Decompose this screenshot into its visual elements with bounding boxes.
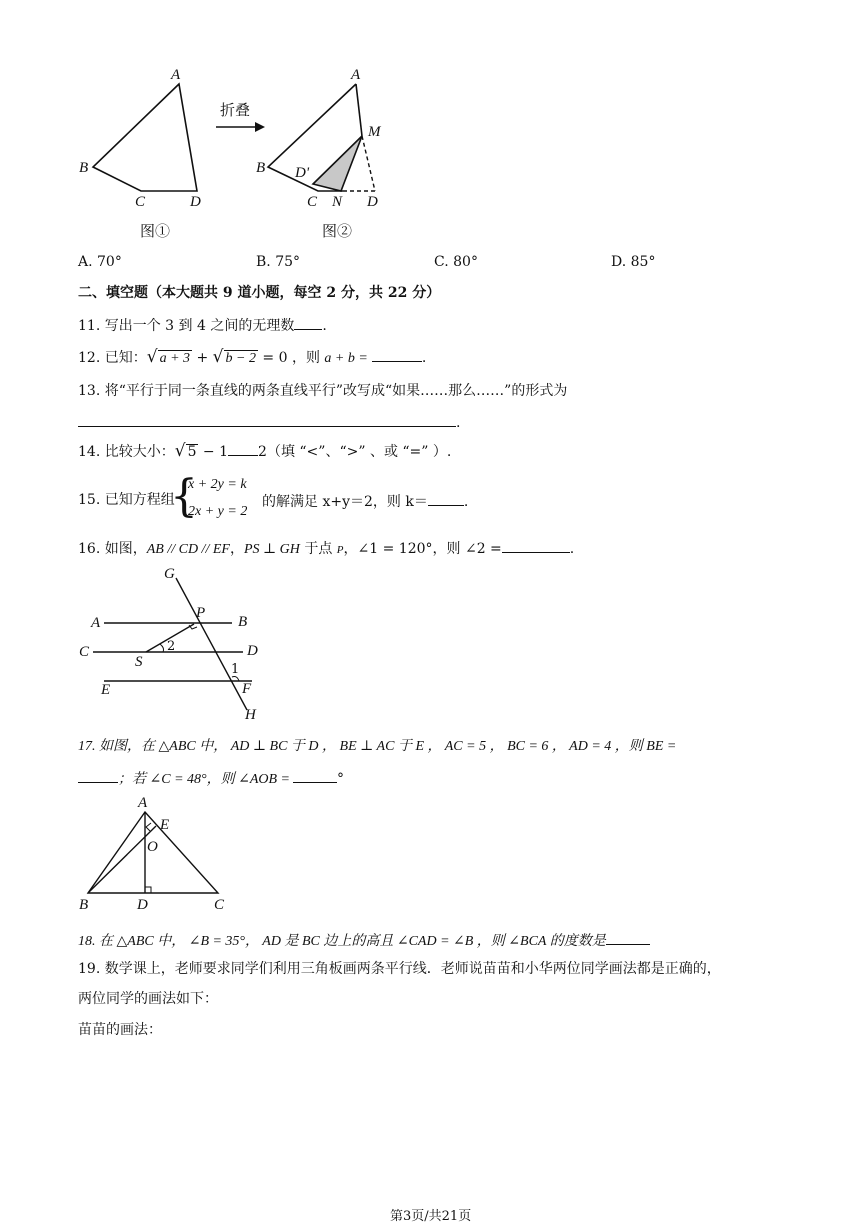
fig16-label-a: A — [91, 615, 101, 631]
fig2-label-a: A — [351, 67, 361, 83]
q15-eq1: x + 2y = k — [188, 477, 247, 492]
fig17-label-d: D — [137, 897, 148, 913]
q14-label: 14. 比较大小： — [78, 444, 175, 460]
question-13: 13. 将“平行于同一条直线的两条直线平行”改写成“如果……那么……”的形式为 — [78, 383, 568, 399]
q14-radicand: 5 — [187, 444, 197, 460]
fig1-caption: 图① — [140, 222, 171, 240]
page-footer: 第3页/共21页 — [390, 1209, 472, 1224]
q16-at: 于点 — [299, 541, 337, 557]
fig2-label-b: B — [256, 160, 266, 176]
option-value: 75° — [275, 254, 301, 270]
q15-label: 15. 已知方程组 — [78, 492, 175, 508]
q14-minus: − 1 — [198, 444, 229, 460]
sqrt-sign: √ — [174, 441, 186, 461]
q12-eq: = 0 ，则 — [257, 350, 325, 366]
fig2-label-m: M — [368, 124, 381, 140]
fig17-label-e: E — [160, 817, 170, 833]
q12-label: 12. 已知： — [78, 350, 147, 366]
fig17-label-c: C — [214, 897, 225, 913]
q17-degree: ° — [337, 771, 345, 787]
section-heading: 二、填空题（本大题共 9 道小题，每空 2 分，共 22 分） — [78, 285, 441, 301]
answer-blank[interactable] — [606, 930, 650, 945]
sqrt-sign: √ — [212, 347, 224, 367]
fig16-label-e: E — [101, 682, 111, 698]
q13-end: . — [456, 415, 461, 431]
fig2-label-c: C — [307, 194, 318, 210]
fig16-label-d: D — [247, 643, 258, 659]
fig16-label-c: C — [79, 644, 90, 660]
q14-tail: （填 “<”、“>” 、或 “=” ）. — [266, 444, 452, 460]
q16-label: 16. 如图， — [78, 541, 147, 557]
q15-tail-text: 的解满足 x+y＝2，则 k＝ — [262, 494, 428, 510]
question-19-line2: 两位同学的画法如下： — [78, 991, 218, 1007]
fig17-label-b: B — [79, 897, 89, 913]
q12-plus: + — [192, 350, 213, 366]
option-value: 80° — [453, 254, 478, 270]
option-value: 70° — [97, 254, 122, 270]
q16-end: . — [569, 541, 575, 557]
q15-eq2: 2x + y = 2 — [188, 504, 248, 519]
q14-two: 2 — [258, 444, 267, 460]
q12-radicand-1: a + 3 — [159, 351, 191, 366]
fig2-label-d-prime: D' — [295, 165, 310, 181]
option-key: A. — [78, 254, 93, 270]
fig2-caption: 图② — [322, 222, 353, 240]
q11-text: 11. 写出一个 3 到 4 之间的无理数 — [78, 318, 295, 334]
q11-end: . — [322, 318, 327, 334]
q12-radicand-2: b − 2 — [225, 351, 256, 366]
fig16-label-s: S — [135, 654, 143, 670]
fig17-label-a: A — [138, 795, 148, 811]
q16-angles: ，∠1 = 120°，则 ∠2 = — [343, 541, 502, 557]
q12-end: . — [421, 350, 427, 366]
fig16-label-f: F — [242, 681, 252, 697]
fig1-label-c: C — [135, 194, 146, 210]
question-19-line1: 19. 数学课上，老师要求同学们利用三角板画两条平行线．老师说苗苗和小华两位同学画法都是正确的， — [78, 961, 721, 977]
fig1-label-d: D — [190, 194, 201, 210]
option-key: B. — [256, 254, 271, 270]
fold-label: 折叠 — [220, 101, 251, 119]
fig16-label-g: G — [164, 566, 175, 582]
question-17-line1: 17. 如图，在 △ABC 中， AD ⊥ BC 于 D ， BE ⊥ AC 于 E ， AC = 5 ， BC = 6 ， AD = 4 ，则 BE = — [78, 739, 677, 754]
q15-end: . — [463, 494, 469, 510]
option-key: C. — [434, 254, 449, 270]
fig1-label-a: A — [171, 67, 181, 83]
q12-expr: a + b = — [324, 351, 368, 366]
q16-perp: PS ⊥ GH — [243, 542, 300, 557]
q17-angle-question: ；若 ∠C = 48°，则 ∠AOB = — [118, 772, 291, 787]
q16-parallel: AB // CD // EF — [146, 542, 230, 557]
fig16-label-1: 1 — [231, 662, 240, 677]
question-19-line3: 苗苗的画法： — [78, 1022, 162, 1038]
q15-brace: { — [170, 471, 198, 522]
fig2-label-n: N — [332, 194, 343, 210]
fig16-label-b: B — [238, 614, 248, 630]
fig16-label-2: 2 — [167, 639, 176, 654]
fig16-label-p: P — [196, 605, 206, 621]
fig17-label-o: O — [147, 839, 158, 855]
q16-comma: ， — [229, 541, 244, 557]
fig2-label-d: D — [367, 194, 378, 210]
q16-point: P — [336, 544, 344, 556]
question-18 — [78, 930, 650, 951]
fig1-label-b: B — [79, 160, 89, 176]
sqrt-sign: √ — [146, 347, 158, 367]
fig16-label-h: H — [245, 707, 256, 723]
option-value: 85° — [630, 254, 656, 270]
q18-text: 18. 在 △ABC 中， ∠B = 35°， AD 是 BC 边上的高且 ∠CAD = ∠B ，则 ∠BCA 的度数是 — [78, 934, 606, 949]
option-key: D. — [611, 254, 627, 270]
